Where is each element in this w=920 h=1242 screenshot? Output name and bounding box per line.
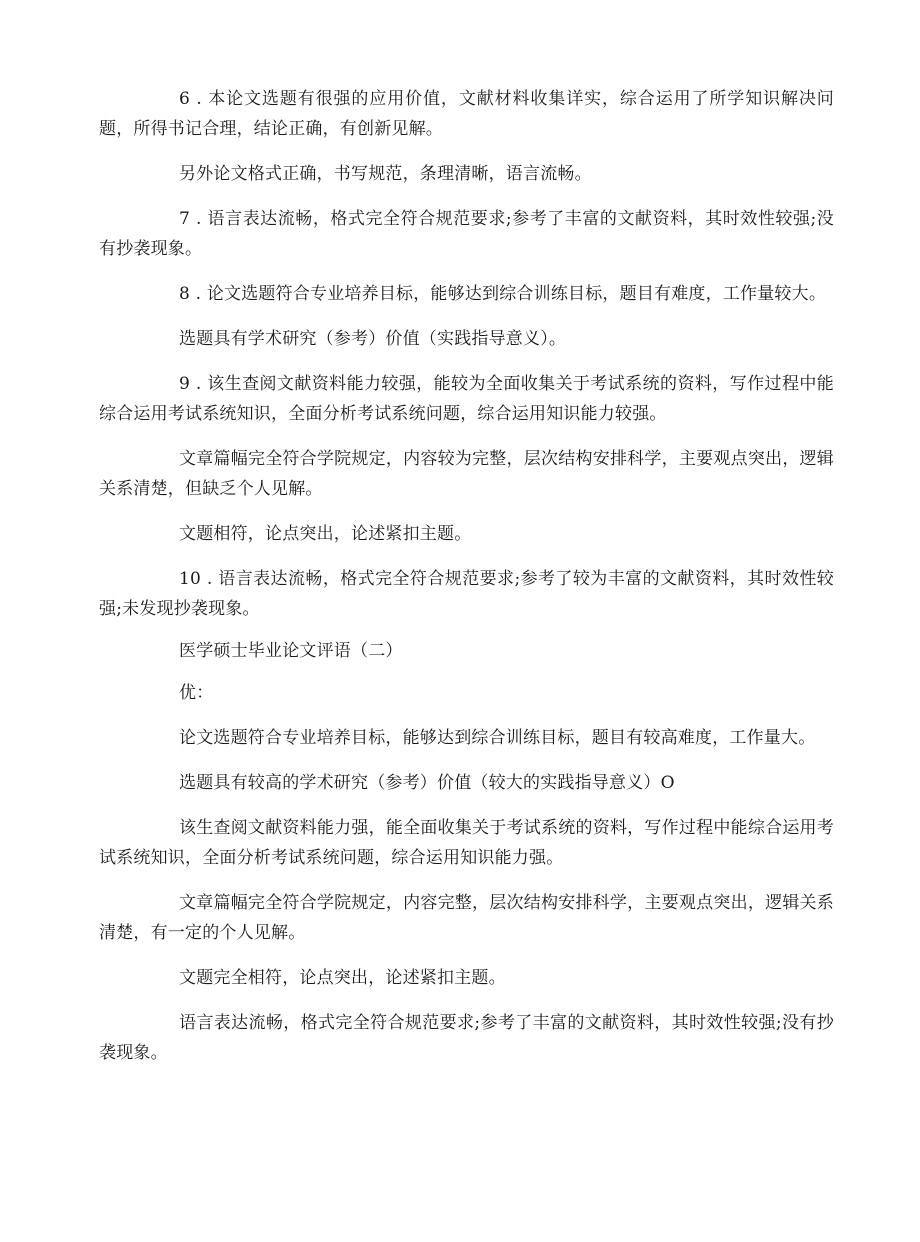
paragraph-literature: 该生查阅文献资料能力强，能全面收集关于考试系统的资料，写作过程中能综合运用考试系统知识，全面分析考试系统问题，综合运用知识能力强。 [99,818,834,868]
paragraph-title-match-2: 文题完全相符，论点突出，论述紧扣主题。 [179,968,506,988]
paragraph-language: 语言表达流畅，格式完全符合规范要求;参考了丰富的文献资料，其时效性较强;没有抄袭现象。 [99,1013,834,1063]
paragraph-item-9: 9 . 该生查阅文献资料能力较强，能较为全面收集关于考试系统的资料，写作过程中能综合运用考试系统知识，全面分析考试系统问题，综合运用知识能力较强。 [99,374,834,424]
paragraph-title-match: 文题相符，论点突出，论述紧扣主题。 [179,524,472,544]
paragraph-research-value-2: 选题具有较高的学术研究（参考）价值（较大的实践指导意义）O [179,773,675,793]
paragraph-research-value: 选题具有学术研究（参考）价值（实践指导意义）。 [179,329,567,349]
grade-label: 优： [179,683,214,703]
paragraph-topic: 论文选题符合专业培养目标，能够达到综合训练目标，题目有较高难度，工作量大。 [179,728,816,748]
paragraph-structure-2: 文章篇幅完全符合学院规定，内容完整，层次结构安排科学，主要观点突出，逻辑关系清楚，有一定的个人见解。 [99,893,834,943]
paragraph-format-note: 另外论文格式正确，书写规范，条理清晰，语言流畅。 [179,164,592,184]
paragraph-item-8: 8 . 论文选题符合专业培养目标，能够达到综合训练目标，题目有难度，工作量较大。 [179,284,827,304]
paragraph-article-structure: 文章篇幅完全符合学院规定，内容较为完整，层次结构安排科学，主要观点突出，逻辑关系清楚，但缺乏个人见解。 [99,449,834,499]
paragraph-item-7: 7 . 语言表达流畅，格式完全符合规范要求;参考了丰富的文献资料，其时效性较强;没有抄袭现象。 [99,209,834,259]
paragraph-item-6: 6 . 本论文选题有很强的应用价值，文献材料收集详实，综合运用了所学知识解决问题，所得书记合理，结论正确，有创新见解。 [99,89,834,139]
paragraph-item-10: 10 . 语言表达流畅，格式完全符合规范要求;参考了较为丰富的文献资料，其时效性较强;未发现抄袭现象。 [99,569,834,619]
section-heading: 医学硕士毕业论文评语（二） [179,641,403,661]
